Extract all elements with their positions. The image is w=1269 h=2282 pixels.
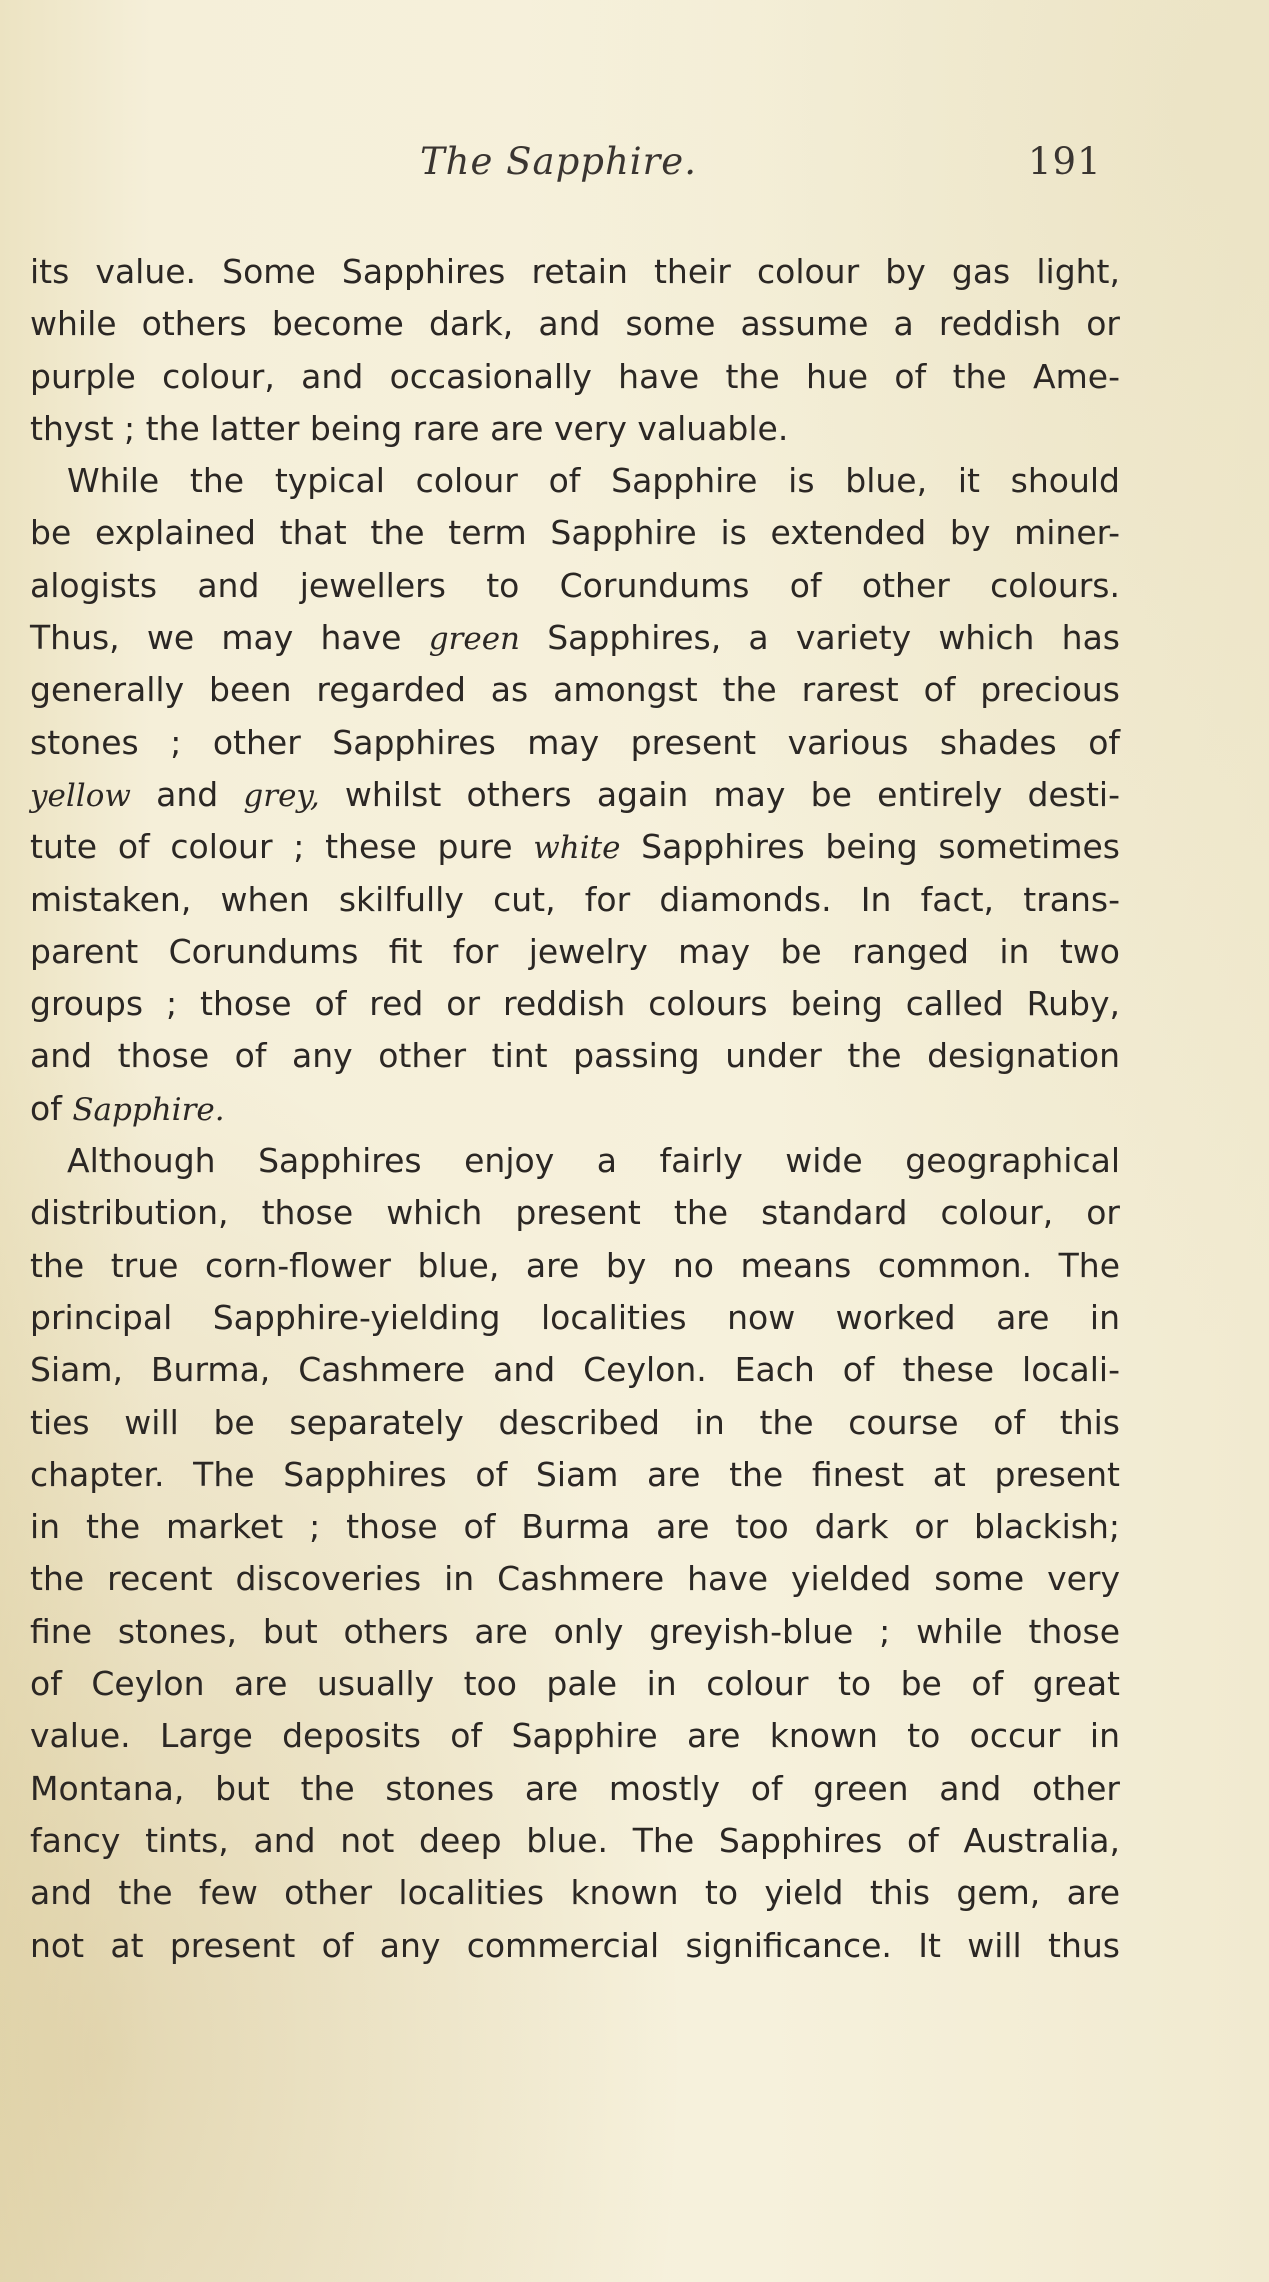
text-line xyxy=(30,1187,1120,1239)
body-text xyxy=(30,246,1120,1972)
text-line xyxy=(30,1658,1120,1710)
text-run: fancy tints, and not deep blue. The Sapphires of Australia, xyxy=(30,1820,1120,1860)
page-number: 191 xyxy=(1028,140,1102,183)
italic-term: Sapphire. xyxy=(72,1091,225,1128)
text-run: While the typical colour of Sapphire is blue, it should xyxy=(67,461,1120,501)
text-run: Montana, but the stones are mostly of green and other xyxy=(30,1768,1120,1808)
text-line xyxy=(30,769,1120,821)
text-run: its value. Some Sapphires retain their colour by gas light, xyxy=(30,252,1120,291)
running-head-title: The Sapphire. xyxy=(420,140,697,183)
text-run: tute of colour ; these pure xyxy=(30,827,534,867)
text-line xyxy=(30,1553,1120,1605)
text-run: distribution, those which present the standard colour, or xyxy=(30,1193,1120,1233)
text-run: groups ; those of red or reddish colours being called Ruby, xyxy=(30,984,1120,1024)
text-run: chapter. The Sapphires of Siam are the finest at present xyxy=(30,1454,1120,1494)
text-run: Sapphires, a variety which has xyxy=(520,618,1120,658)
text-run: and the few other localities known to yield this gem, are xyxy=(30,1873,1120,1913)
text-run: Thus, we may have xyxy=(30,618,429,658)
text-line xyxy=(30,1867,1120,1919)
text-run: of xyxy=(30,1088,73,1128)
text-line xyxy=(30,664,1120,716)
text-run: while others become dark, and some assume a reddish or xyxy=(30,304,1120,344)
text-line xyxy=(30,403,1120,455)
text-line xyxy=(30,1292,1120,1344)
text-line xyxy=(30,926,1120,978)
text-run: mistaken, when skilfully cut, for diamonds. In fact, trans- xyxy=(30,879,1120,919)
text-line xyxy=(30,298,1120,350)
text-line xyxy=(30,1920,1120,1972)
text-line xyxy=(30,1815,1120,1867)
text-line xyxy=(30,1344,1120,1396)
text-line xyxy=(30,612,1120,664)
text-line xyxy=(30,1083,1120,1135)
text-run: ties will be separately described in the course of this xyxy=(30,1402,1120,1442)
text-line xyxy=(30,507,1120,559)
text-line xyxy=(30,1030,1120,1082)
text-run: fine stones, but others are only greyish-blue ; while those xyxy=(30,1611,1120,1651)
text-line xyxy=(30,874,1120,926)
paragraph xyxy=(30,246,1120,455)
text-line xyxy=(30,1135,1120,1187)
text-run: the recent discoveries in Cashmere have yielded some very xyxy=(30,1559,1120,1599)
text-run: and those of any other tint passing under the designation xyxy=(30,1036,1120,1076)
text-line xyxy=(30,560,1120,612)
text-line xyxy=(30,1763,1120,1815)
text-line xyxy=(30,978,1120,1030)
text-line xyxy=(30,717,1120,769)
text-run: be explained that the term Sapphire is extended by miner- xyxy=(30,513,1120,553)
text-run: Siam, Burma, Cashmere and Ceylon. Each of these locali- xyxy=(30,1350,1120,1390)
text-line xyxy=(30,455,1120,507)
text-run: Although Sapphires enjoy a fairly wide geographical xyxy=(67,1141,1120,1181)
text-run: Sapphires being sometimes xyxy=(620,827,1120,867)
italic-term: yellow xyxy=(30,777,131,814)
paragraph xyxy=(30,1135,1120,1972)
text-line xyxy=(30,1397,1120,1449)
text-line xyxy=(30,1449,1120,1501)
italic-term: green xyxy=(428,621,521,658)
italic-term: grey, xyxy=(243,777,320,814)
text-run: generally been regarded as amongst the rarest of precious xyxy=(30,670,1120,710)
text-line xyxy=(30,1240,1120,1292)
text-line xyxy=(30,1501,1120,1553)
text-run: stones ; other Sapphires may present various shades of xyxy=(30,722,1120,762)
text-run: thyst ; the latter being rare are very valuable. xyxy=(30,408,789,448)
text-line xyxy=(30,1710,1120,1762)
text-run: value. Large deposits of Sapphire are known to occur in xyxy=(30,1716,1120,1756)
text-line xyxy=(30,246,1120,298)
running-head xyxy=(0,140,1269,196)
text-run: in the market ; those of Burma are too dark or blackish; xyxy=(30,1507,1120,1547)
text-line xyxy=(30,1606,1120,1658)
text-run: alogists and jewellers to Corundums of other colours. xyxy=(30,565,1120,605)
text-line xyxy=(30,821,1120,873)
text-run: whilst others again may be entirely desti- xyxy=(319,774,1120,814)
text-run: purple colour, and occasionally have the hue of the Ame- xyxy=(30,356,1120,396)
text-run: of Ceylon are usually too pale in colour to be of great xyxy=(30,1664,1120,1704)
text-run: the true corn-flower blue, are by no means common. The xyxy=(30,1245,1120,1285)
italic-term: white xyxy=(533,830,621,867)
text-line xyxy=(30,351,1120,403)
text-run: principal Sapphire-yielding localities now worked are in xyxy=(30,1297,1120,1337)
paragraph xyxy=(30,455,1120,1135)
text-run: parent Corundums fit for jewelry may be ranged in two xyxy=(30,931,1120,971)
text-run: and xyxy=(130,774,244,814)
text-run: not at present of any commercial significance. It will thus xyxy=(30,1925,1120,1965)
